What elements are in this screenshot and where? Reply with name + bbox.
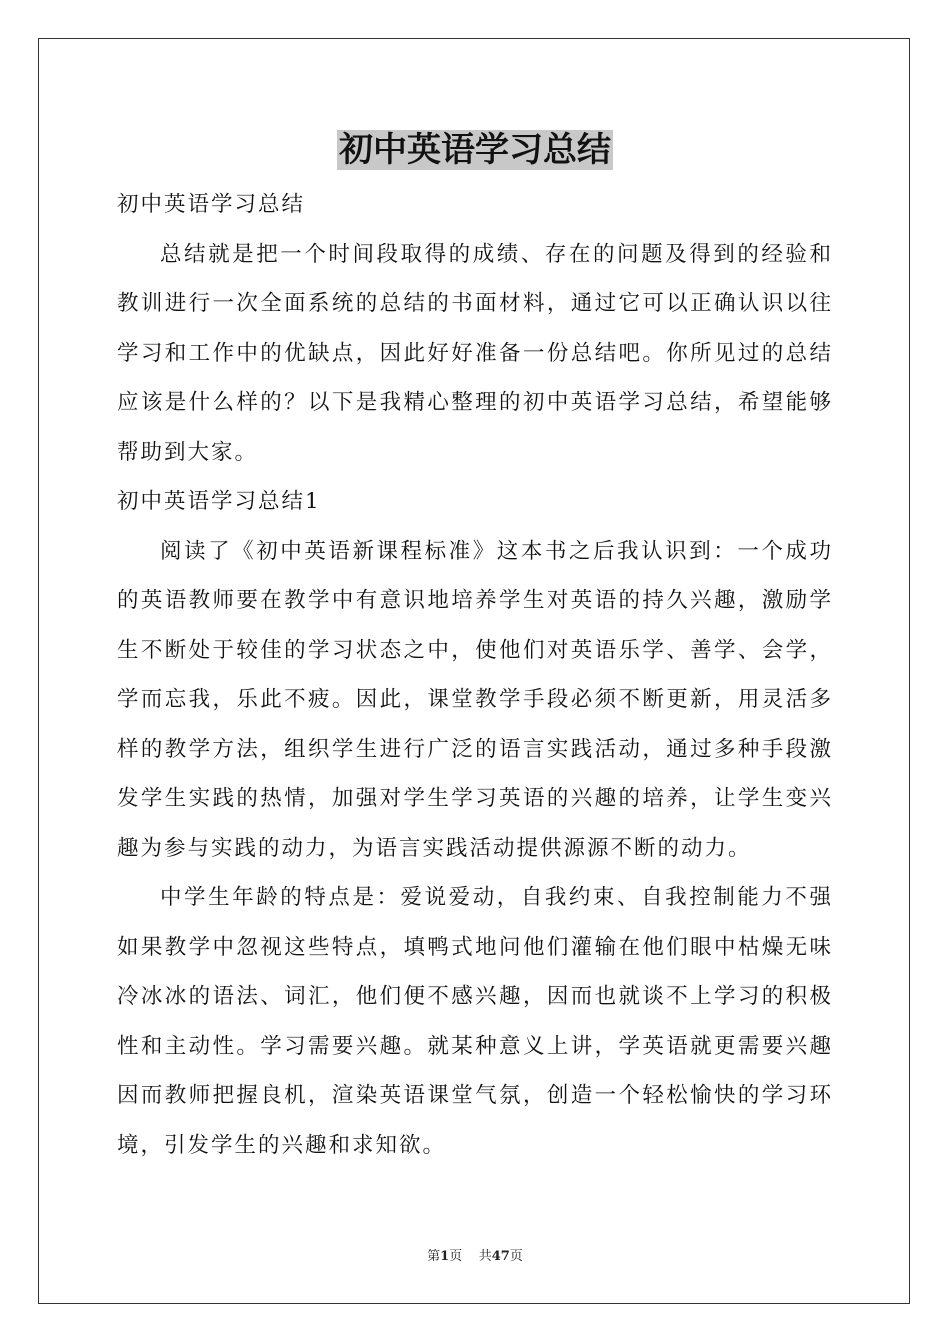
page-number: 1 xyxy=(440,1249,450,1264)
document-title xyxy=(0,128,950,172)
total-suffix: 页 xyxy=(509,1249,523,1264)
page-footer xyxy=(0,1248,950,1266)
section-heading: 初中英语学习总结1 xyxy=(117,489,321,514)
body-paragraph: 中学生年龄的特点是：爱说爱动，自我约束、自我控制能力不强如果教学中忽视这些特点，填鸭式地问他们灌输在他们眼中枯燥无味冷冰冰的语法、词汇，他们便不感兴趣，因而也就谈不上学习的积极性和主动性。学习需要兴趣。就某种意义上讲，学英语就更需要兴趣因而教师把握良机，渲染英语课堂气氛，创造一个轻松愉快的学习环境，引发学生的兴趣和求知欲。 xyxy=(117,885,833,1158)
document-title-text: 初中英语学习总结 xyxy=(339,130,611,170)
body-paragraph: 阅读了《初中英语新课程标准》这本书之后我认识到：一个成功的英语教师要在教学中有意识地培养学生对英语的持久兴趣，激励学生不断处于较佳的学习状态之中，使他们对英语乐学、善学、会学，学而忘我，乐此不疲。因此，课堂教学手段必须不断更新，用灵活多样的教学方法，组织学生进行广泛的语言实践活动，通过多种手段激发学生实践的热情，加强对学生学习英语的兴趣的培养，让学生变兴趣为参与实践的动力，为语言实践活动提供源源不断的动力。 xyxy=(117,538,833,861)
page-suffix: 页 xyxy=(449,1249,463,1264)
intro-paragraph: 总结就是把一个时间段取得的成绩、存在的问题及得到的经验和教训进行一次全面系统的总结的书面材料，通过它可以正确认识以往学习和工作中的优缺点，因此好好准备一份总结吧。你所见过的总结应该是什么样的？以下是我精心整理的初中英语学习总结，希望能够帮助到大家。 xyxy=(117,241,833,465)
total-prefix: 共 xyxy=(478,1249,492,1264)
document-subtitle: 初中英语学习总结 xyxy=(117,192,306,217)
document-body xyxy=(117,180,833,1170)
total-pages: 47 xyxy=(491,1249,510,1264)
page-prefix: 第 xyxy=(427,1249,441,1264)
